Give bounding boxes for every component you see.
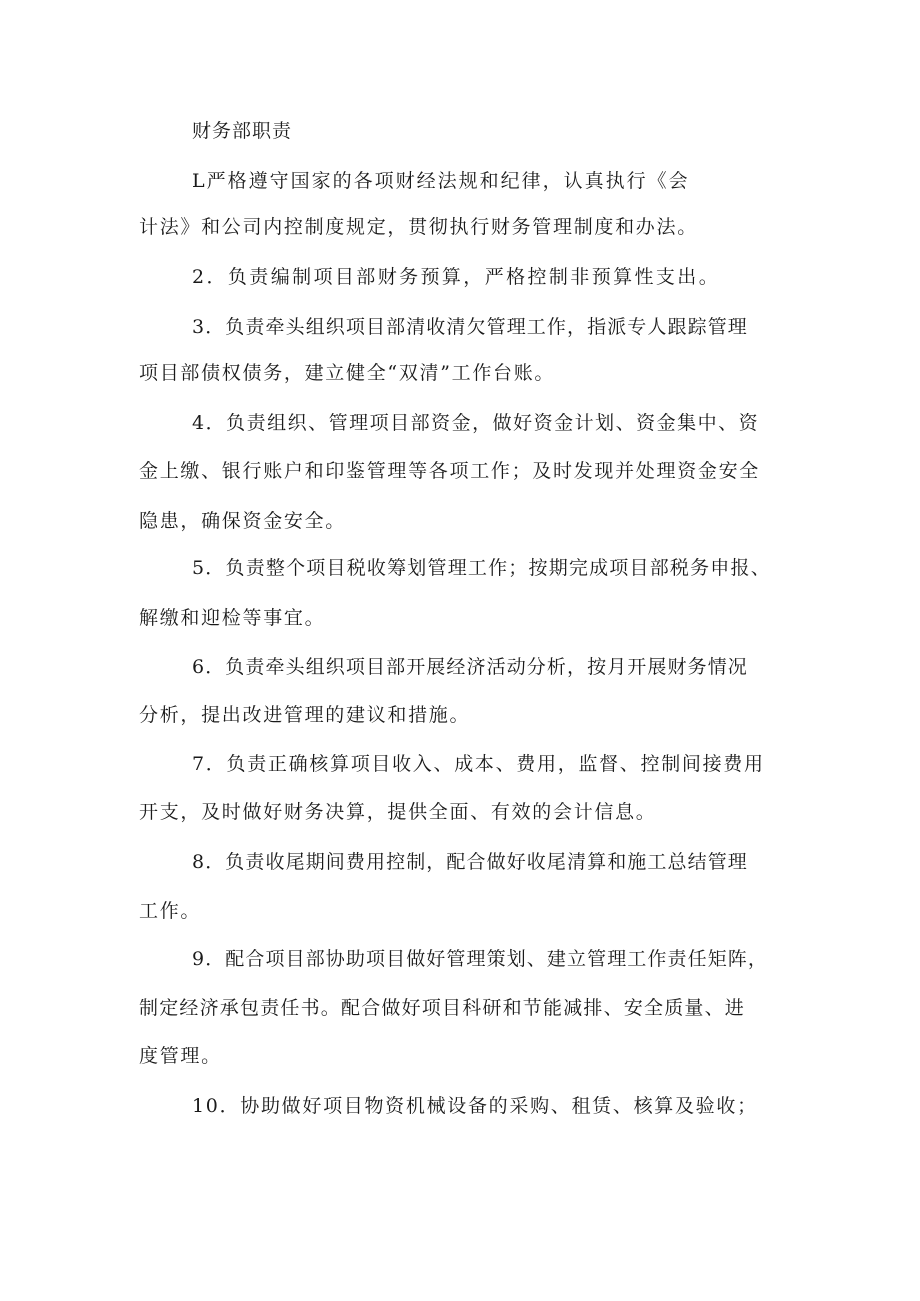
text-line: 解缴和迎检等事宜。 [139, 607, 326, 629]
text-line: 隐患，确保资金安全。 [139, 510, 347, 532]
text-line: 项目部债权债务，建立健全“双清”工作台账。 [139, 362, 556, 384]
text-line: 2．负责编制项目部财务预算，严格控制非预算性支出。 [192, 266, 721, 288]
text-line: 10．协助做好项目物资机械设备的采购、租赁、核算及验收； [192, 1095, 758, 1117]
text-line: 9．配合项目部协助项目做好管理策划、建立管理工作责任矩阵， [192, 948, 768, 970]
text-line: L严格遵守国家的各项财经法规和纪律，认真执行《会 [192, 170, 690, 192]
text-line: 分析，提出改进管理的建议和措施。 [139, 704, 471, 726]
document-title: 财务部职责 [192, 120, 293, 142]
text-line: 工作。 [139, 900, 202, 922]
text-line: 7．负责正确核算项目收入、成本、费用，监督、控制间接费用 [192, 753, 765, 775]
text-line: 8．负责收尾期间费用控制，配合做好收尾清算和施工总结管理 [192, 851, 748, 873]
text-line: 金上缴、银行账户和印鉴管理等各项工作；及时发现并处理资金安全 [139, 460, 761, 482]
text-line: 度管理。 [139, 1045, 222, 1067]
text-line: 3．负责牵头组织项目部清收清欠管理工作，指派专人跟踪管理 [192, 316, 748, 338]
text-line: 开支，及时做好财务决算，提供全面、有效的会计信息。 [139, 801, 657, 823]
text-line: 6．负责牵头组织项目部开展经济活动分析，按月开展财务情况 [192, 656, 748, 678]
text-line: 4．负责组织、管理项目部资金，做好资金计划、资金集中、资 [192, 412, 760, 434]
text-line: 5．负责整个项目税收筹划管理工作；按期完成项目部税务申报、 [192, 557, 771, 579]
text-line: 计法》和公司内控制度规定，贯彻执行财务管理制度和办法。 [139, 216, 698, 238]
text-line: 制定经济承包责任书。配合做好项目科研和节能减排、安全质量、进 [139, 997, 746, 1019]
